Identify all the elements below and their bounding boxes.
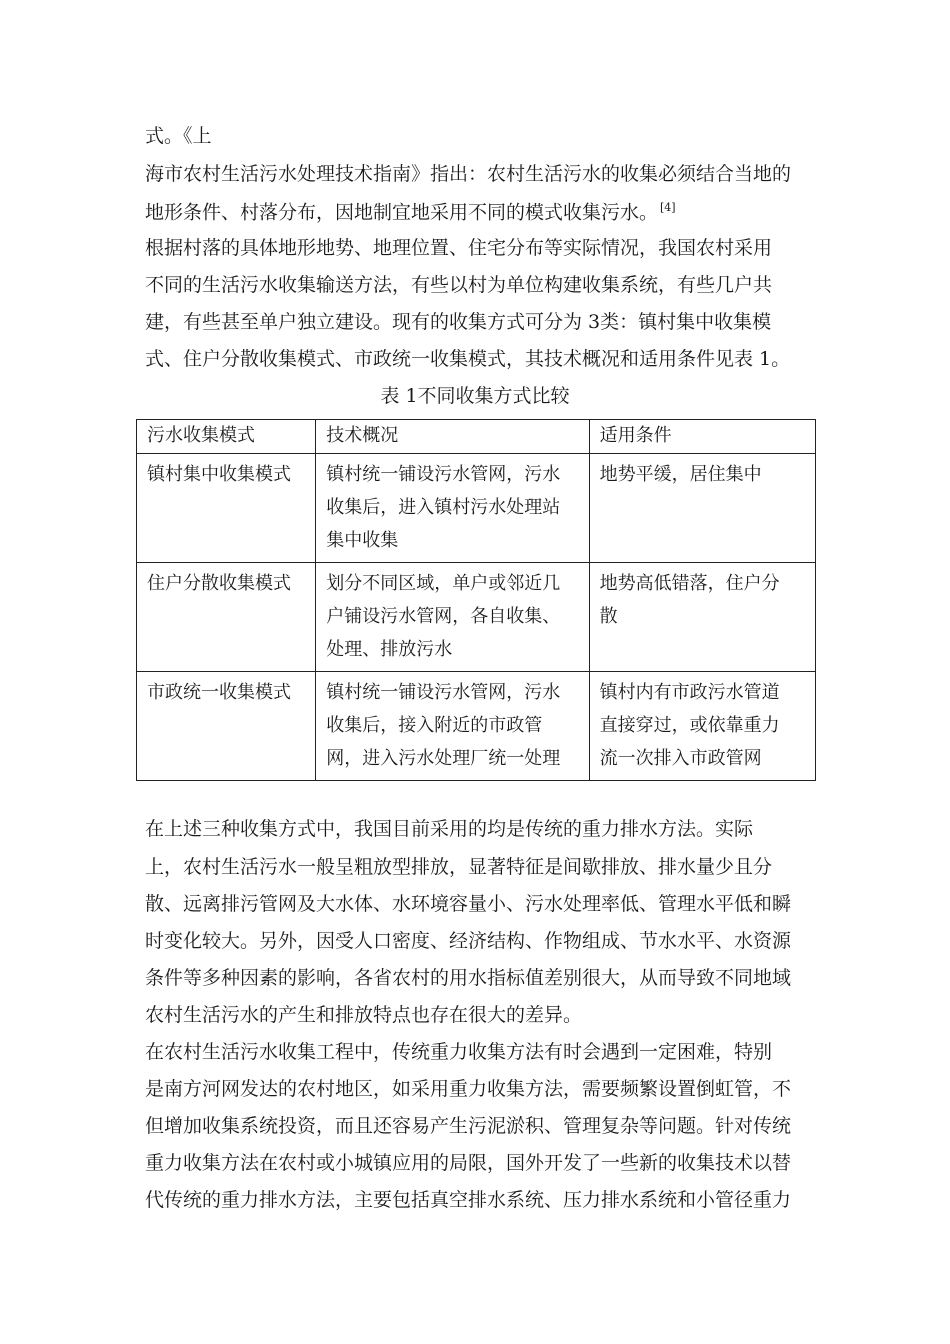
cell-line: 划分不同区域，单户或邻近几 — [326, 573, 561, 594]
table-header-row — [137, 420, 816, 454]
paragraph-2-line-1: 根据村落的具体地形地势、地理位置、住宅分布等实际情况，我国农村采用 — [145, 237, 773, 259]
cell-cond — [589, 454, 815, 563]
paragraph-1-line-1: 式。《上 — [145, 125, 212, 147]
cell-text: 镇村集中收集模式 — [147, 464, 291, 485]
header-cond: 适用条件 — [589, 420, 815, 454]
cell-mode — [137, 454, 316, 563]
paragraph-2-line-4: 式、住户分散收集模式、市政统一收集模式，其技术概况和适用条件见表 1。 — [145, 348, 791, 370]
cell-cond — [589, 672, 815, 781]
table-caption: 表 1不同收集方式比较 — [380, 385, 570, 407]
paragraph-3-line-5: 条件等多种因素的影响，各省农村的用水指标值差别很大，从而导致不同地域 — [145, 967, 792, 989]
cell-line: 网，进入污水处理厂统一处理 — [326, 748, 561, 769]
comparison-table — [136, 419, 816, 781]
paragraph-4-line-4: 重力收集方法在农村或小城镇应用的局限，国外开发了一些新的收集技术以替 — [145, 1152, 792, 1174]
cell-text: 市政统一收集模式 — [147, 682, 291, 703]
cell-tech — [316, 454, 589, 563]
cell-line: 处理、排放污水 — [326, 639, 453, 660]
cell-line: 户铺设污水管网，各自收集、 — [326, 606, 561, 627]
paragraph-4-line-5: 代传统的重力排水方法，主要包括真空排水系统、压力排水系统和小管径重力 — [145, 1189, 792, 1211]
cell-tech — [316, 563, 589, 672]
cell-line: 散 — [599, 606, 618, 627]
paragraph-3-line-3: 散、远离排污管网及大水体、水环境容量小、污水处理率低、管理水平低和瞬 — [145, 893, 792, 915]
cell-text: 住户分散收集模式 — [147, 573, 291, 594]
cell-line: 镇村统一铺设污水管网，污水 — [326, 682, 561, 703]
cell-line: 地势高低错落，住户分 — [599, 573, 780, 594]
cell-cond — [589, 563, 815, 672]
table-row — [137, 454, 816, 563]
paragraph-4-line-2: 是南方河网发达的农村地区，如采用重力收集方法，需要频繁设置倒虹管，不 — [145, 1078, 792, 1100]
paragraph-3-line-4: 时变化较大。另外，因受人口密度、经济结构、作物组成、节水水平、水资源 — [145, 930, 792, 952]
table-row — [137, 672, 816, 781]
citation-ref: [4] — [660, 201, 676, 214]
paragraph-1-line-3-text: 地形条件、村落分布，因地制宜地采用不同的模式收集污水。 — [145, 201, 659, 224]
paragraph-2-line-2: 不同的生活污水收集输送方法，有些以村为单位构建收集系统，有些几户共 — [145, 274, 773, 296]
cell-tech — [316, 672, 589, 781]
paragraph-1-line-3 — [145, 202, 676, 222]
header-mode: 污水收集模式 — [137, 420, 316, 454]
header-tech: 技术概况 — [316, 420, 589, 454]
cell-mode — [137, 563, 316, 672]
paragraph-2-line-3: 建，有些甚至单户独立建设。现有的收集方式可分为 3类：镇村集中收集模 — [145, 311, 772, 333]
cell-line: 流一次排入市政管网 — [599, 748, 762, 769]
cell-line: 地势平缓，居住集中 — [599, 464, 762, 485]
paragraph-3-line-2: 上，农村生活污水一般呈粗放型排放，显著特征是间歇排放、排水量少且分 — [145, 856, 773, 878]
cell-line: 镇村统一铺设污水管网，污水 — [326, 464, 561, 485]
paragraph-4-line-3: 但增加收集系统投资，而且还容易产生污泥淤积、管理复杂等问题。针对传统 — [145, 1115, 792, 1137]
cell-line: 收集后，接入附近的市政管 — [326, 715, 543, 736]
paragraph-4-line-1: 在农村生活污水收集工程中，传统重力收集方法有时会遇到一定困难，特别 — [145, 1041, 773, 1063]
cell-line: 镇村内有市政污水管道 — [599, 682, 780, 703]
cell-mode — [137, 672, 316, 781]
table-row — [137, 563, 816, 672]
paragraph-3-line-6: 农村生活污水的产生和排放特点也存在很大的差异。 — [145, 1004, 583, 1026]
cell-line: 集中收集 — [326, 530, 399, 551]
paragraph-3-line-1: 在上述三种收集方式中，我国目前采用的均是传统的重力排水方法。实际 — [145, 818, 754, 840]
paragraph-1-line-2: 海市农村生活污水处理技术指南》指出：农村生活污水的收集必须结合当地的 — [145, 163, 792, 185]
cell-line: 收集后，进入镇村污水处理站 — [326, 497, 561, 518]
cell-line: 直接穿过，或依靠重力 — [599, 715, 780, 736]
